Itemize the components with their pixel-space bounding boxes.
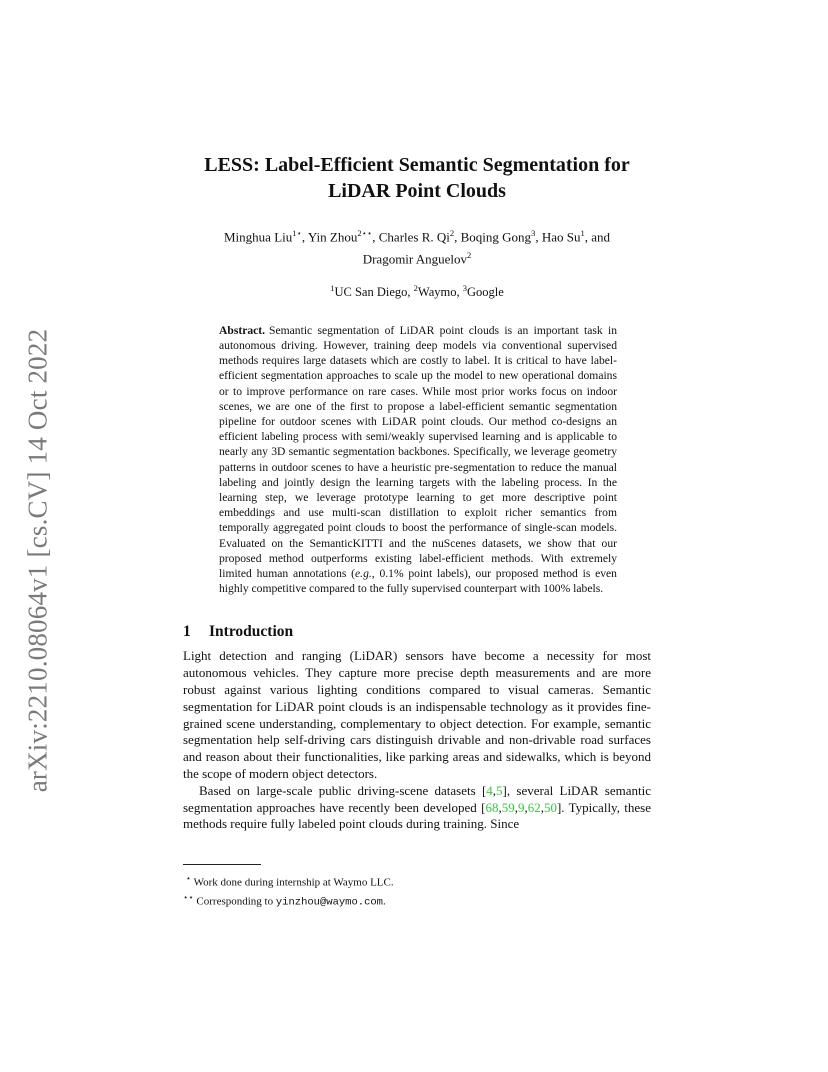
arxiv-id-sidebar [18,300,58,820]
citation-link[interactable]: 4 [486,782,493,798]
section-number: 1 [183,623,191,641]
author-name: Charles R. Qi [378,229,450,245]
citation-link[interactable]: 50 [543,799,557,815]
author-sup: 3 [531,228,536,238]
citation-sep: , [514,799,518,815]
affil-name: Google [466,284,504,299]
section-title: Introduction [209,623,294,641]
author-sup: 2⋆⋆ [357,228,373,238]
author-list: Minghua Liu$^{1⋆}$, Yin Zhou$^{2⋆⋆}$, Charles R. Qi$^2$, Boqing Gong$^3$, Hao Su$^1$, and Dragomir Anguelov$^2$ [224,228,610,267]
author-name: Dragomir Anguelov [362,251,468,267]
arxiv-id-text: arXiv:2210.08064v1 [cs.CV] 14 Oct 2022 [22,328,53,792]
email-link[interactable]: yinzhou@waymo.com [275,896,383,909]
author-name: Minghua Liu [224,229,293,245]
intro-paragraph-2 [183,783,651,833]
affil-sup: 3 [462,282,467,293]
intro-paragraph-1: Light detection and ranging (LiDAR) sensors have become a necessity for most autonomous vehicles. They capture more precise depth measurements and are more robust against various lighting conditions compared to visual cameras. Semantic segmentation for LiDAR point clouds is an indispensable technology as it provides fine-grained scene understanding, complementary to object detection. For example, semantic segmentation help self-driving cars distinguish drivable and non-drivable road surfaces and reason about their functionalities, like parking areas and sidewalks, which is beyond the scope of modern object detectors. [183,648,651,782]
author-sup: 1 [580,228,585,238]
author-sup: 2 [449,228,455,238]
abstract-eg: e.g. [355,567,372,581]
footnote-1 [183,871,651,890]
author-sup: 2 [467,250,472,261]
footnotes [183,864,651,909]
intro-p2-text-c: ]. Typically, these methods require fully labeled point clouds during training. Since [183,799,651,832]
citation-link[interactable]: 62 [527,799,541,815]
author-name: Yin Zhou [307,229,358,245]
title-line-1: LESS: Label-Efficient Semantic Segmentation for [204,154,630,176]
citation-link[interactable]: 9 [517,799,525,815]
footnote-mark: ⋆⋆ [183,891,194,902]
intro-p2-text-a: Based on large-scale public driving-scene datasets [ [199,782,487,798]
author-name: Boqing Gong [460,229,532,245]
affiliation-list: $^1$UC San Diego, $^2$Waymo, $^3$Google [330,282,504,299]
citation-sep: , [540,799,544,815]
citation-sep: , [498,799,502,815]
abstract-label: Abstract. [219,323,266,337]
footnote-mark: ⋆ [185,873,192,883]
abstract [219,323,617,597]
affil-sup: 2 [413,282,418,293]
footnote-text: Work done during internship at Waymo LLC. [193,876,394,889]
author-name: Hao Su [541,229,581,245]
affil-sup: 1 [330,282,335,293]
abstract-text-2: , 0.1% point labels), our proposed method is even highly competitive compared to the fully supervised counterpart with 100% labels. [219,567,617,596]
paper-title [183,152,651,204]
author-sup: 1⋆ [292,228,302,238]
section-heading [183,622,651,642]
intro-p2-text-b: ], several LiDAR semantic segmentation approaches have recently been developed [ [183,782,651,815]
paper-page [183,152,651,833]
abstract-text-1: Semantic segmentation of LiDAR point clouds is an important task in autonomous driving. However, training deep models via conventional supervised methods requires large datasets which are costly to label. It is critical to have label-efficient segmentation approaches to scale up the model to new operational domains or to improve performance on rare cases. While most prior works focus on indoor scenes, we are one of the first to propose a label-efficient semantic segmentation pipeline for outdoor scenes with LiDAR point clouds. Our method co-designs an efficient labeling process with semi/weakly supervised learning and is applicable to nearly any 3D semantic segmentation backbones. Specifically, we leverage geometry patterns in outdoor scenes to have a heuristic pre-segmentation to reduce the manual labeling and jointly design the learning targets with the labeling process. In the learning step, we leverage prototype learning to get more descriptive point embeddings and use multi-scan distillation to exploit richer semantics from temporally aggregated point clouds to boost the performance of single-scan models. Evaluated on the SemanticKITTI and the nuScenes datasets, we show that our proposed method outperforms existing label-efficient methods. With extremely limited human annotations ( [219,323,617,581]
affil-name: UC San Diego [334,284,408,299]
citation-sep: , [492,782,497,798]
footnote-2 [183,890,651,910]
citation-sep: , [524,799,528,815]
citation-link[interactable]: 59 [501,799,515,815]
title-line-2: LiDAR Point Clouds [328,180,506,202]
citation-link[interactable]: 68 [485,799,499,815]
section-introduction [183,622,651,833]
footnote-rule [183,864,261,865]
citation-link[interactable]: 5 [496,782,503,798]
footnote-text: Corresponding to [196,895,276,908]
affil-name: Waymo [417,284,457,299]
footnote-end: . [382,895,386,908]
